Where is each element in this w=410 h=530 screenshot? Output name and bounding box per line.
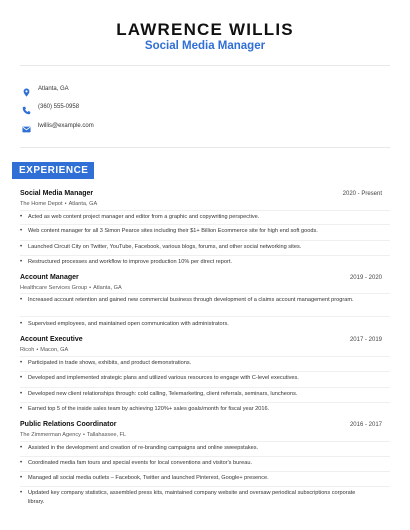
row-divider: [20, 356, 390, 357]
contact-phone: [22, 102, 79, 111]
list-item: • Increased account retention and gained new commercial business through development of a claims account management program.: [20, 297, 354, 303]
row-divider: [20, 387, 390, 388]
row-divider: [20, 402, 390, 403]
contact-email-text: lwillis@example.com: [38, 122, 94, 129]
list-item: • Managed all social media outlets – Facebook, Twitter and launched Pinterest, Google+ presence.: [20, 475, 269, 481]
job-company: Healthcare Services Group: [20, 285, 88, 291]
list-item: • Participated in trade shows, exhibits, and product demonstrations.: [20, 360, 192, 366]
job-company: The Home Depot: [20, 201, 63, 207]
email-icon: [22, 121, 31, 130]
job-company-line: The Home Depot • Atlanta, GA: [20, 201, 98, 207]
job-title: Public Relations Coordinator: [20, 421, 117, 428]
job-company-line: The Zimmerman Agency • Tallahassee, FL: [20, 432, 127, 438]
row-divider: [20, 210, 390, 211]
row-divider: [20, 456, 390, 457]
bullet-text: Supervised employees, and maintained open communication with administrators.: [28, 321, 229, 327]
list-item: • Web content manager for all 3 Simon Pearce sites including their $1+ Billion Ecommerce site for high end soft goods.: [20, 228, 318, 234]
bullet-text: Earned top 5 of the inside sales team by achieving 120%+ sales goals/month for fiscal year 2016.: [28, 406, 270, 412]
header-divider: [20, 65, 390, 66]
job-dates: 2017 - 2019: [349, 337, 382, 343]
bullet-text: Participated in trade shows, exhibits, and product demonstrations.: [28, 360, 192, 366]
row-divider: [20, 293, 390, 294]
list-item: • Assisted in the development and creation of re-branding campaigns and online sweepstakes.: [20, 445, 259, 451]
list-item: • Earned top 5 of the inside sales team by achieving 120%+ sales goals/month for fiscal year 2016.: [20, 406, 270, 412]
list-item: • Launched Circuit City on Twitter, YouTube, Facebook, various blogs, forums, and other social networking sites.: [20, 244, 302, 250]
bullet-text: Developed and implemented strategic plans and utilized various resources to engage with C-level executives.: [28, 375, 299, 381]
contact-divider: [20, 147, 390, 148]
job-location: Atlanta, GA: [93, 285, 122, 291]
list-item: • Acted as web content project manager and editor from a graphic and copywriting perspective.: [20, 214, 260, 220]
bullet-text: Managed all social media outlets – Facebook, Twitter and launched Pinterest, Google+ presence.: [28, 475, 269, 481]
job-location: Atlanta, GA: [68, 201, 98, 207]
job-company-line: Healthcare Services Group • Atlanta, GA: [20, 285, 122, 291]
bullet-text: Coordinated media fam tours and special events for local conventions and visitor's bureau.: [28, 460, 253, 466]
list-item: • Updated key company statistics, assembled press kits, maintained company website and oversaw periodical subscriptions corporate library.: [20, 489, 360, 506]
bullet-text: Increased account retention and gained new commercial business through development of a claims account management program.: [28, 297, 354, 303]
bullet-text: Updated key company statistics, assembled press kits, maintained company website and oversaw periodical subscriptions corporate library.: [28, 490, 356, 505]
row-divider: [20, 255, 390, 256]
location-pin-icon: [22, 84, 31, 93]
contact-location-text: Atlanta, GA: [38, 85, 69, 92]
bullet-text: Developed new client relationships through: cold calling, Telemarketing, client referrals, seminars, luncheons.: [28, 391, 298, 397]
job-dates: 2020 - Present: [342, 191, 382, 197]
phone-icon: [22, 102, 31, 111]
candidate-title: Social Media Manager: [144, 40, 266, 52]
bullet-text: Web content manager for all 3 Simon Pearce sites including their $1+ Billion Ecommerce site for high end soft goods.: [28, 228, 318, 234]
job-title: Account Manager: [20, 274, 79, 281]
row-divider: [20, 224, 390, 225]
list-item: • Restructured processes and workflow to improve production 10% per direct report.: [20, 259, 232, 265]
bullet-text: Acted as web content project manager and editor from a graphic and copywriting perspective.: [28, 214, 260, 220]
row-divider: [20, 240, 390, 241]
section-heading-experience: EXPERIENCE: [12, 162, 94, 179]
job-location: Tallahassee, FL: [86, 432, 127, 438]
job-dates: 2019 - 2020: [349, 275, 382, 281]
job-company: The Zimmerman Agency: [20, 432, 81, 438]
row-divider: [20, 441, 390, 442]
list-item: • Developed new client relationships through: cold calling, Telemarketing, client referrals, seminars, luncheons.: [20, 391, 298, 397]
list-item: • Supervised employees, and maintained open communication with administrators.: [20, 321, 229, 327]
bullet-text: Launched Circuit City on Twitter, YouTube, Facebook, various blogs, forums, and other social networking sites.: [28, 244, 302, 250]
candidate-name: LAWRENCE WILLIS: [116, 20, 294, 39]
job-location: Macon, GA: [40, 347, 69, 353]
list-item: • Coordinated media fam tours and special events for local conventions and visitor's bureau.: [20, 460, 253, 466]
job-title: Account Executive: [20, 336, 83, 343]
row-divider: [20, 471, 390, 472]
bullet-text: Assisted in the development and creation of re-branding campaigns and online sweepstakes.: [28, 445, 259, 451]
contact-email: [22, 121, 94, 130]
job-company-line: Ricoh • Macon, GA: [20, 347, 69, 353]
row-divider: [20, 316, 390, 317]
job-title: Social Media Manager: [20, 190, 94, 197]
contact-phone-text: (360) 555-0958: [38, 103, 80, 110]
list-item: • Developed and implemented strategic plans and utilized various resources to engage with C-level executives.: [20, 375, 299, 381]
row-divider: [20, 371, 390, 372]
bullet-text: Restructured processes and workflow to improve production 10% per direct report.: [28, 259, 232, 265]
row-divider: [20, 486, 390, 487]
contact-location: [22, 84, 69, 93]
job-dates: 2016 - 2017: [349, 422, 382, 428]
job-company: Ricoh: [20, 347, 35, 353]
